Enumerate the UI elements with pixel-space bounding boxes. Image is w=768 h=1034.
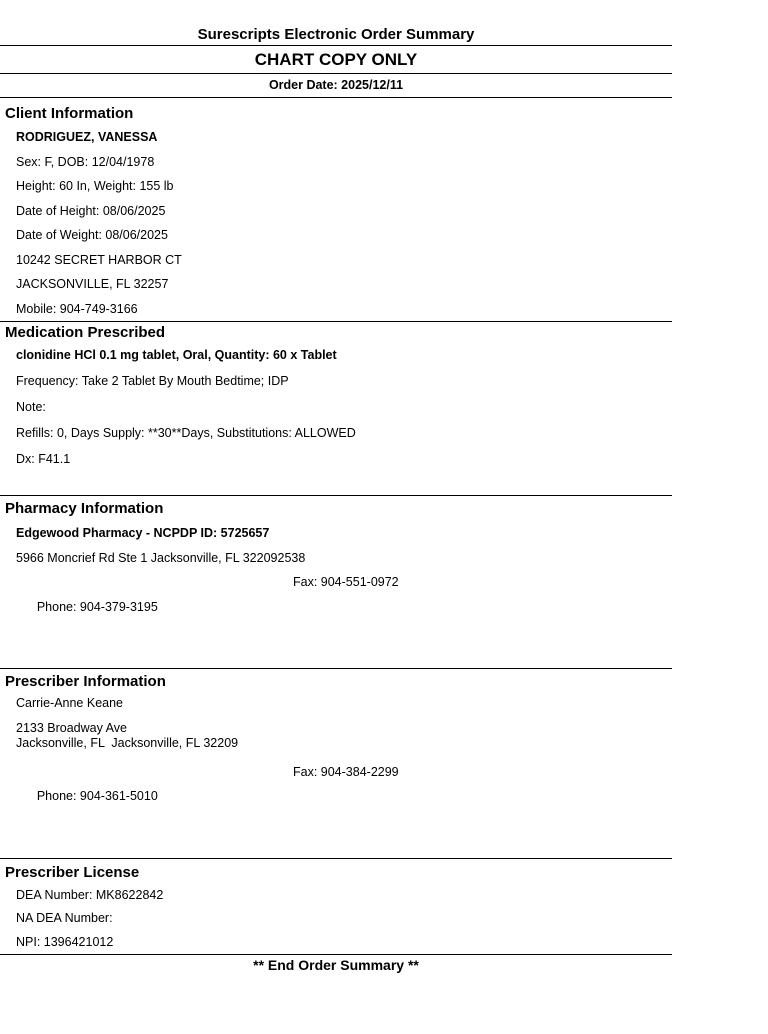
client-sex-dob: Sex: F, DOB: 12/04/1978 [16, 154, 155, 169]
document-title: Surescripts Electronic Order Summary [197, 26, 475, 43]
prescriber-address [0, 721, 672, 752]
client-height-weight: Height: 60 In, Weight: 155 lb [16, 179, 174, 193]
pharmacy-information-heading: Pharmacy Information [5, 500, 164, 517]
prescriber-license-section [0, 859, 672, 955]
client-address-street: 10242 SECRET HARBOR CT [16, 252, 182, 267]
client-mobile: Mobile: 904-749-3166 [16, 301, 138, 316]
client-date-of-height: Date of Height: 08/06/2025 [16, 203, 166, 218]
medication-prescribed-heading: Medication Prescribed [5, 324, 166, 341]
client-information-heading: Client Information [5, 105, 134, 122]
prescriber-information-heading: Prescriber Information [5, 673, 166, 690]
pharmacy-fax: Fax: 904-551-0972 [293, 575, 399, 589]
medication-note: Note: [16, 400, 46, 414]
license-na-dea-number: NA DEA Number: [16, 911, 113, 925]
client-information-section [0, 98, 672, 321]
client-name: RODRIGUEZ, VANESSA [16, 130, 158, 144]
prescriber-address-line1: 2133 Broadway Ave [16, 720, 127, 735]
pharmacy-information-section [0, 496, 672, 668]
prescriber-address-line2: Jacksonville, FL Jacksonville, FL 32209 [16, 736, 239, 750]
prescriber-fax: Fax: 904-384-2299 [293, 764, 399, 779]
order-date: Order Date: 2025/12/11 [268, 78, 404, 92]
prescriber-phone-fax-row [0, 760, 672, 858]
medication-prescribed-section [0, 322, 672, 495]
medication-frequency: Frequency: Take 2 Tablet By Mouth Bedtime; IDP [16, 374, 289, 388]
medication-dx: Dx: F41.1 [16, 452, 71, 466]
prescriber-license-heading: Prescriber License [5, 863, 140, 881]
end-order-summary-note: ** End Order Summary ** [253, 957, 419, 973]
prescriber-name: Carrie-Anne Keane [16, 696, 124, 710]
order-summary-document [0, 26, 672, 975]
prescriber-information-section [0, 669, 672, 858]
client-date-of-weight: Date of Weight: 08/06/2025 [16, 228, 168, 242]
medication-refills: Refills: 0, Days Supply: **30**Days, Substitutions: ALLOWED [16, 426, 356, 440]
pharmacy-phone: Phone: 904-379-3195 [36, 599, 158, 614]
license-dea-number: DEA Number: MK8622842 [16, 887, 164, 902]
prescriber-phone: Phone: 904-361-5010 [36, 789, 158, 803]
pharmacy-phone-fax-row [0, 570, 672, 668]
chart-copy-banner: CHART COPY ONLY [254, 50, 418, 69]
medication-drug: clonidine HCl 0.1 mg tablet, Oral, Quantity: 60 x Tablet [16, 348, 337, 362]
pharmacy-address: 5966 Moncrief Rd Ste 1 Jacksonville, FL 322092538 [16, 550, 306, 565]
license-npi: NPI: 1396421012 [16, 934, 114, 949]
client-address-city: JACKSONVILLE, FL 32257 [16, 277, 169, 291]
pharmacy-name: Edgewood Pharmacy - NCPDP ID: 5725657 [16, 526, 270, 540]
